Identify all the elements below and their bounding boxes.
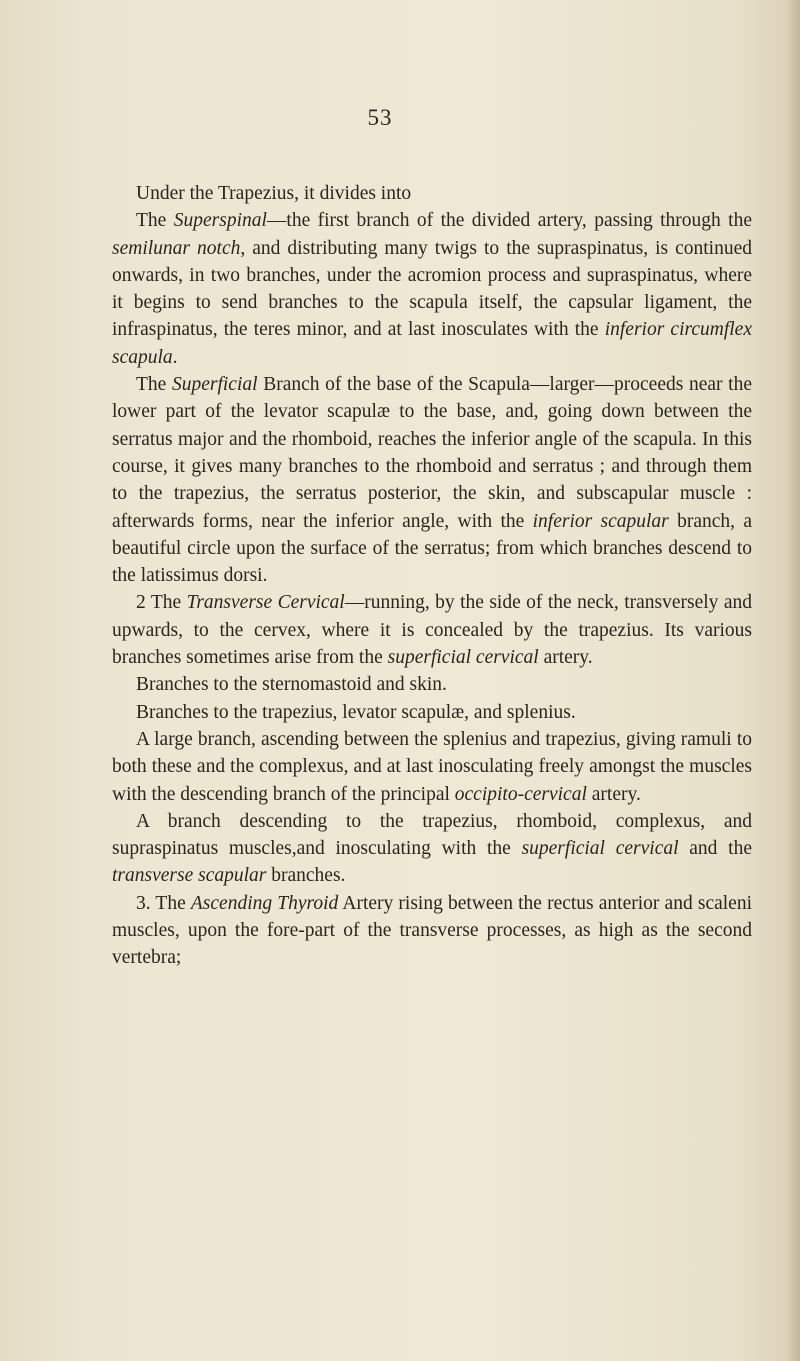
italic-term: Superficial [171, 374, 258, 396]
italic-term: inferior circumflex scapula [112, 319, 752, 368]
text-run: artery. [538, 647, 593, 669]
paragraph [112, 589, 752, 671]
text-run: 2 The [136, 592, 187, 614]
text-run: 3. The [136, 892, 191, 914]
text-run: Under the Trapezius, it divides into [136, 183, 412, 204]
page-edge-shadow [786, 0, 800, 1361]
text-run: —the first branch of the divided artery, passing through the [266, 210, 752, 232]
text-run: artery. [586, 783, 641, 805]
text-run: Branches to the trapezius, levator scapulæ, and splenius. [136, 701, 576, 723]
italic-term: Superspinal [173, 210, 267, 232]
text-run: , and distributing many twigs to the supraspinatus, is continued onwards, in two branches, under the acromion process and supraspinatus, where it begins to send branches to the scapula itself, the capsular ligament, the infraspinatus, the teres minor, and at last inosculates with the [112, 237, 753, 341]
text-run: Artery rising between the rectus anterior and scaleni muscles, upon the fore-part of the transverse processes, as high as the second vertebra; [112, 892, 753, 969]
paragraph [112, 726, 752, 808]
italic-term: Transverse Cervical [186, 592, 345, 614]
text-run: . [172, 346, 178, 368]
italic-term: superficial cervical [521, 838, 679, 860]
italic-term: inferior scapular [532, 510, 669, 532]
paragraph [112, 671, 752, 698]
paragraph [112, 808, 752, 890]
page-number: 53 [367, 105, 393, 130]
paragraph [112, 699, 752, 726]
text-run: A branch descending to the trapezius, rhomboid, complexus, and supraspinatus muscles,and inosculating with the [112, 810, 752, 860]
text-run: Branches to the sternomastoid and skin. [136, 674, 447, 696]
text-run: —running, by the side of the neck, transversely and upwards, to the cervex, where it is concealed by the trapezius. Its various branches sometimes arise from the [112, 592, 752, 669]
text-run: A large branch, ascending between the splenius and trapezius, giving ramuli to both these and the complexus, and at last inosculating freely amongst the muscles with the descending branch of the principal [112, 728, 752, 805]
text-run: branch, a beautiful circle upon the surface of the serratus; from which branches descend to the latissimus dorsi. [112, 510, 752, 587]
paragraph [112, 180, 752, 207]
text-run: branches. [266, 865, 346, 887]
text-run: Branch of the base of the Scapula—larger—proceeds near the lower part of the levator scapulæ to the base, and, going down between the serratus major and the rhomboid, reaches the inferior angle of the scapula. In this course, it gives many branches to the rhomboid and serratus ; and through them to the trapezius, the serratus posterior, the skin, and subscapular muscle : afterwards forms, near the inferior angle, with the [112, 374, 752, 532]
text-run: The [136, 210, 174, 232]
body-text [112, 180, 752, 972]
italic-term: Ascending Thyroid [190, 892, 339, 914]
paragraph [112, 371, 752, 589]
text-run: The [136, 374, 172, 396]
italic-term: transverse scapular [112, 865, 267, 887]
paragraph [112, 207, 752, 371]
italic-term: occipito-cervical [454, 783, 587, 805]
italic-term: superficial cervical [387, 647, 539, 669]
paragraph [112, 890, 752, 972]
text-run: and the [678, 838, 752, 860]
italic-term: semilunar notch [112, 237, 241, 259]
